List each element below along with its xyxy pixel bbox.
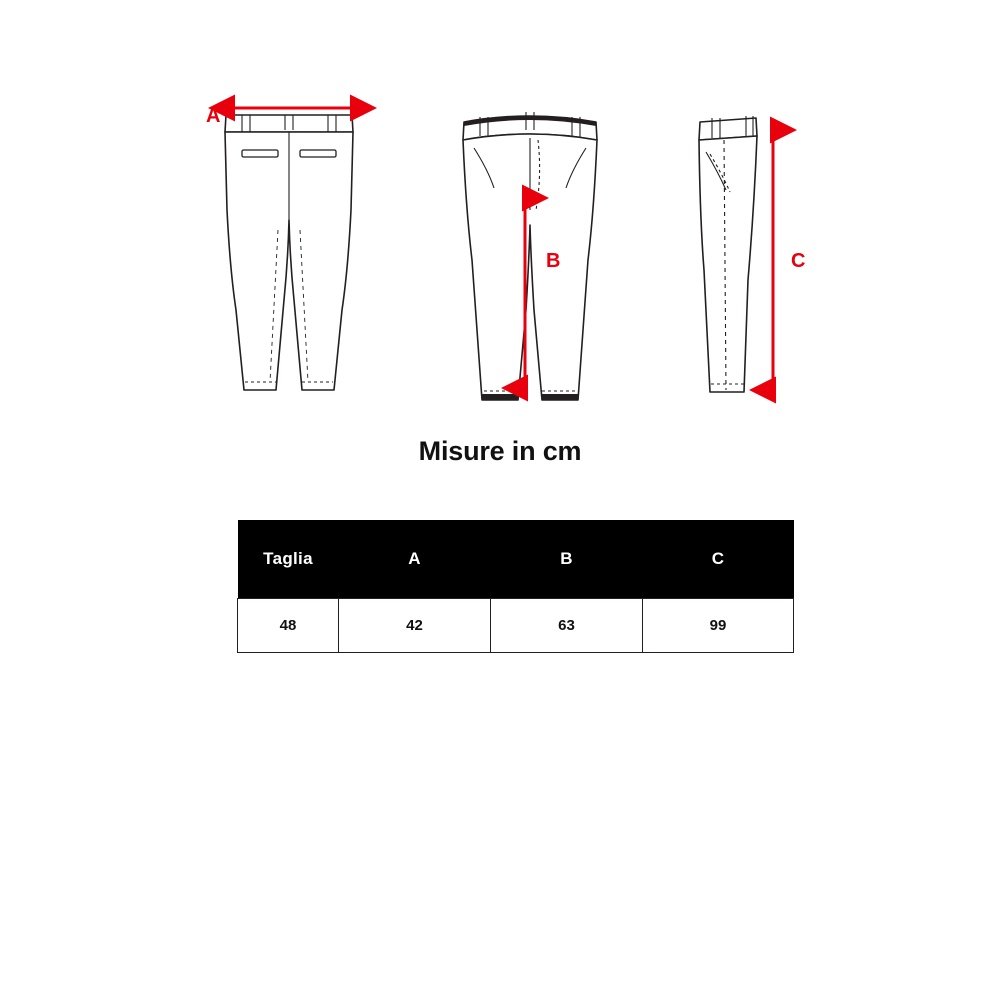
dimension-label-c: C [791, 250, 806, 272]
column-header-b: B [491, 520, 643, 599]
size-table-body [238, 599, 794, 653]
size-table [237, 520, 794, 653]
measurement-annotations [0, 60, 1000, 420]
column-header-taglia: Taglia [238, 520, 339, 599]
cell-size: 48 [238, 599, 339, 653]
measurement-unit-caption: Misure in cm [418, 436, 582, 466]
column-header-c: C [643, 520, 794, 599]
trousers-illustrations [0, 60, 1000, 420]
dimension-label-a: A [206, 105, 221, 127]
size-table-wrapper [237, 520, 793, 653]
cell-a: 42 [339, 599, 491, 653]
table-header-row [238, 520, 794, 599]
cell-b: 63 [491, 599, 643, 653]
table-row [238, 599, 794, 653]
column-header-a: A [339, 520, 491, 599]
dimension-label-b: B [546, 250, 561, 272]
size-table-head [238, 520, 794, 599]
cell-c: 99 [643, 599, 794, 653]
